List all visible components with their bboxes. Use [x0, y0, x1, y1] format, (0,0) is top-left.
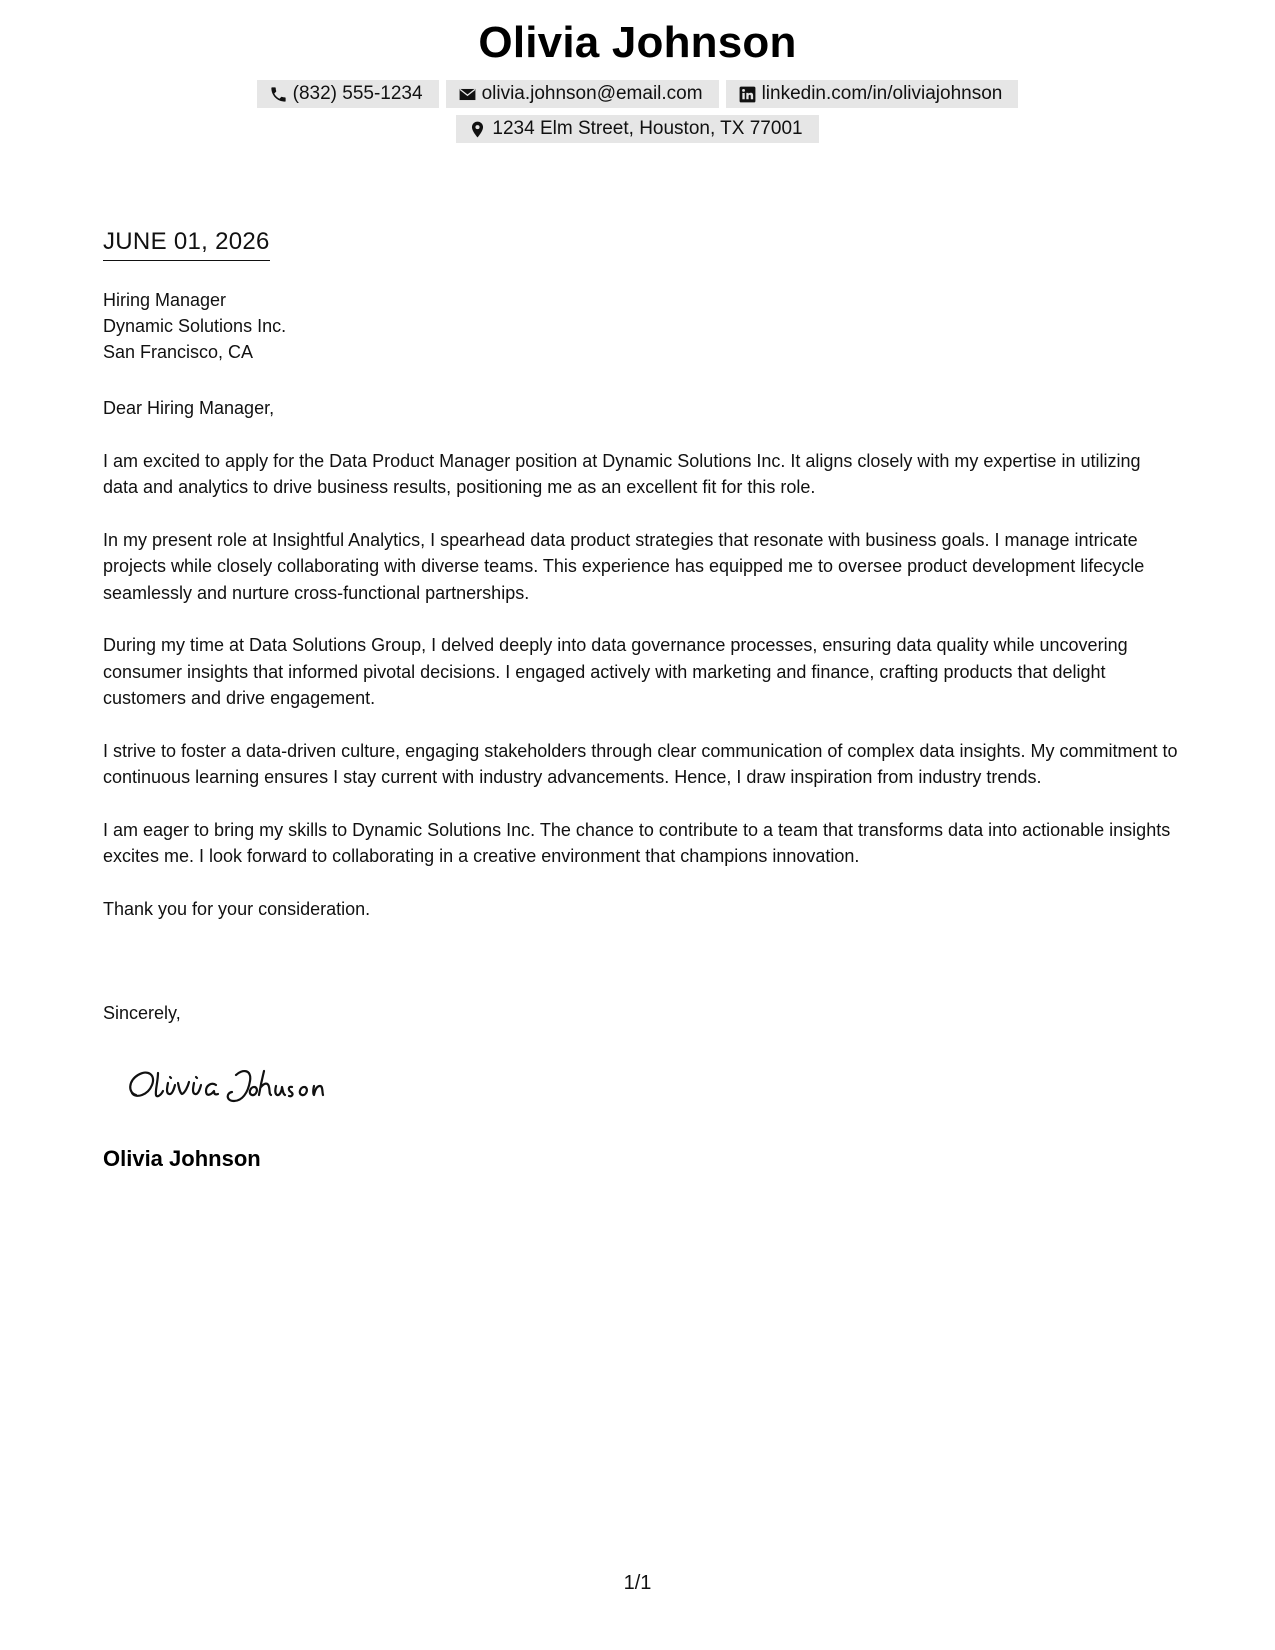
address-bar — [0, 115, 1275, 143]
recipient-location: San Francisco, CA — [103, 342, 254, 362]
linkedin-icon — [738, 85, 757, 104]
contact-bar — [0, 80, 1275, 108]
contact-phone — [257, 80, 439, 108]
contact-email — [446, 80, 719, 108]
map-pin-icon — [468, 120, 487, 139]
contact-linkedin — [726, 80, 1019, 108]
letter-body — [103, 395, 1178, 948]
envelope-icon — [458, 85, 477, 104]
recipient-title: Hiring Manager — [103, 290, 227, 310]
body-paragraph: I strive to foster a data-driven culture, engaging stakeholders through clear communication of complex data insights. My commitment to continuous learning ensures I stay current with industry advancements. Hence, I draw inspiration from industry trends. — [103, 740, 1178, 787]
page-number: 1/1 — [623, 1572, 652, 1594]
body-paragraph: I am eager to bring my skills to Dynamic Solutions Inc. The chance to contribute to a team that transforms data into actionable insights excites me. I look forward to collaborating in a creative environment that champions innovation. — [103, 819, 1171, 866]
applicant-name: Olivia Johnson — [478, 18, 797, 67]
body-paragraph: During my time at Data Solutions Group, I delved deeply into data governance processes, ensuring data quality while uncovering consumer insights that informed pivotal decisions. I engaged actively with marketing and finance, crafting products that delight customers and drive engagement. — [103, 635, 1128, 708]
body-paragraph: I am excited to apply for the Data Product Manager position at Dynamic Solutions Inc. It aligns closely with my expertise in utilizing data and analytics to drive business results, positioning me as an excellent fit for this role. — [103, 450, 1141, 497]
thank-you-line: Thank you for your consideration. — [103, 898, 371, 919]
address-text: 1234 Elm Street, Houston, TX 77001 — [492, 118, 803, 139]
contact-address — [456, 115, 818, 143]
recipient-company: Dynamic Solutions Inc. — [103, 316, 287, 336]
closing: Sincerely, — [103, 1003, 181, 1023]
body-paragraph: In my present role at Insightful Analytics, I spearhead data product strategies that resonate with business goals. I manage intricate projects while closely collaborating with diverse teams. This experience has equipped me to oversee product development lifecycle seamlessly and nurture cross-functional partnerships. — [103, 529, 1145, 603]
salutation: Dear Hiring Manager, — [103, 398, 275, 418]
linkedin-text: linkedin.com/in/oliviajohnson — [761, 83, 1003, 104]
email-text: olivia.johnson@email.com — [481, 83, 703, 104]
signer-name: Olivia Johnson — [103, 1146, 261, 1171]
handwritten-signature — [118, 1055, 358, 1115]
phone-icon — [269, 85, 288, 104]
letter-date: JUNE 01, 2026 — [103, 228, 270, 261]
recipient-block — [103, 287, 286, 365]
phone-text: (832) 555-1234 — [292, 83, 423, 104]
